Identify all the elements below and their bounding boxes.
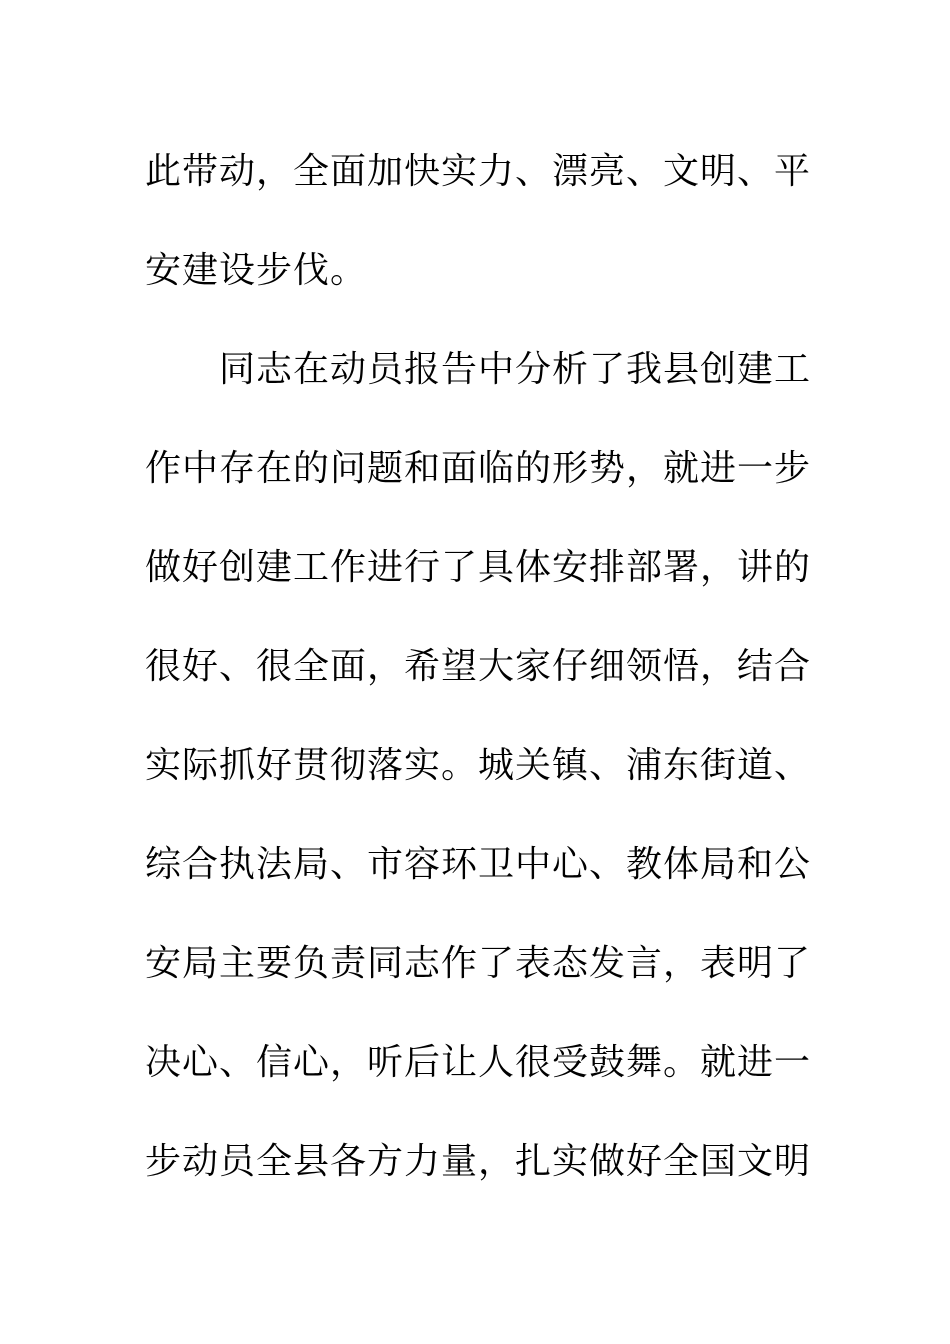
text-line: 决心、信心，听后让人很受鼓舞。就进一: [145, 1042, 812, 1083]
text-line: 很好、很全面，希望大家仔细领悟，结合: [145, 646, 812, 687]
text-line: 步动员全县各方力量，扎实做好全国文明: [145, 1141, 812, 1182]
text-line: 作中存在的问题和面临的形势，就进一步: [145, 448, 812, 489]
text-line: 安建设步伐。: [145, 250, 368, 291]
text-line: 实际抓好贯彻落实。城关镇、浦东街道、: [145, 745, 812, 786]
paragraph-first-line: 同志在动员报告中分析了我县创建工: [219, 349, 812, 390]
text-line: 此带动，全面加快实力、漂亮、文明、平: [145, 151, 812, 192]
text-line: 综合执法局、市容环卫中心、教体局和公: [145, 844, 812, 885]
text-line: 做好创建工作进行了具体安排部署，讲的: [145, 547, 812, 588]
text-line: 安局主要负责同志作了表态发言，表明了: [145, 943, 812, 984]
body-text: [145, 122, 815, 1211]
